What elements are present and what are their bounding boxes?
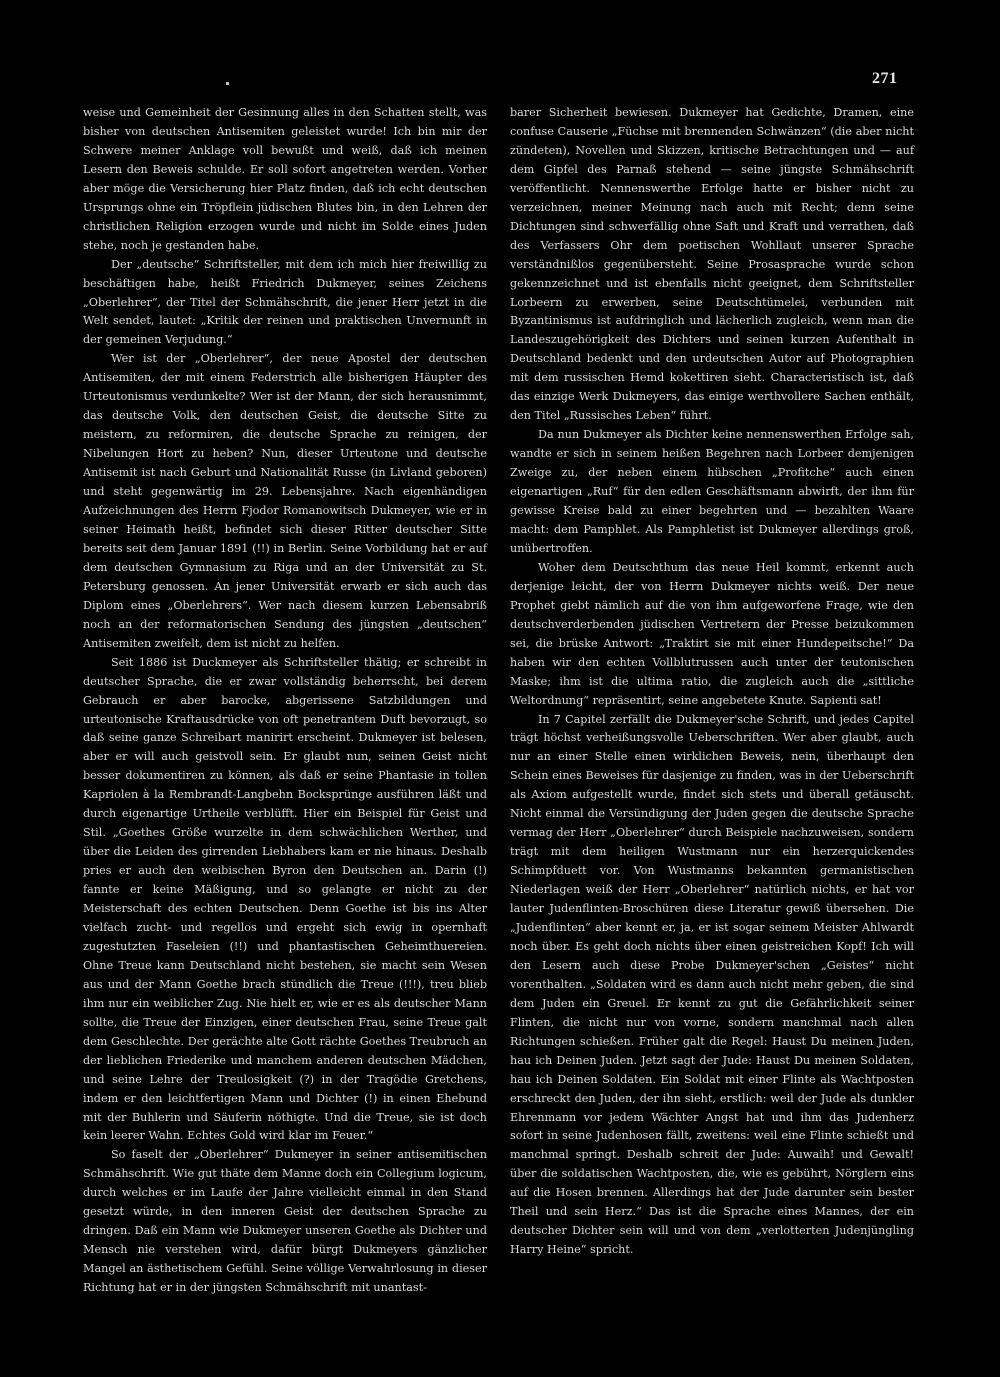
paragraph: Der „deutsche“ Schriftsteller, mit dem ich mich hier freiwillig zu beschäftigen habe, heißt Friedrich Dukmeyer, seines Zeichens „Oberlehrer“, der Titel der Schmähschrift, die jener Herr jetzt in die Welt sendet, lautet: „Kritik der reinen und praktischen Unvernunft in der gemeinen Verjudung.“ — [83, 257, 487, 347]
right-column — [510, 104, 914, 1260]
paragraph: Wer ist der „Oberlehrer“, der neue Apostel der deutschen Antisemiten, der mit einem Federstrich alle bisherigen Häupter des Urteutonismus verdunkelte? Wer ist der Mann, der sich herausnimmt, das deutsche Volk, den deutschen Geist, die deutsche Sitte zu meistern, zu reformiren, die deutsche Sprache zu reinigen, der Nibelungen Hort zu heben? Nun, dieser Urteutone und deutsche Antisemit ist nach Geburt und Nationalität Russe (in Livland geboren) und steht gegenwärtig im 29. Lebensjahre. Nach eigenhändigen Aufzeichnungen des Herrn Fjodor Romanowitsch Dukmeyer, wie er in seiner Heimath heißt, befindet sich dieser Ritter deutscher Sitte bereits seit dem Januar 1891 (!!) in Berlin. Seine Vorbildung hat er auf dem deutschen Gymnasium zu Riga und an der Universität zu St. Petersburg genossen. An jener Universität erwarb er sich auch das Diplom eines „Oberlehrers“. Wer nach diesem kurzen Lebensabriß noch an der reformatorischen Sendung des jüngsten „deutschen“ Antisemiten zweifelt, dem ist nicht zu helfen. — [83, 352, 487, 650]
paragraph: Da nun Dukmeyer als Dichter keine nennenswerthen Erfolge sah, wandte er sich in seinem heißen Begehren nach Lorbeer demjenigen Zweige zu, der neben einem hübschen „Profitche“ auch einen eigenartigen „Ruf“ für den edlen Geschäftsmann abwirft, der ihm für gewisse Kreise bald zu einer begehrten und — bezahlten Waare macht: dem Pamphlet. Als Pamphletist ist Dukmeyer allerdings groß, unübertroffen. — [510, 428, 914, 555]
paragraph: Woher dem Deutschthum das neue Heil kommt, erkennt auch derjenige leicht, der von Herrn Dukmeyer nichts weiß. Der neue Prophet giebt nämlich auf die von ihm aufgeworfene Frage, wie den deutschverderbenden jüdischen Vertretern der Presse beizukommen sei, die brüske Antwort: „Traktirt sie mit einer Hundepeitsche!“ Da haben wir den echten Vollblutrussen auch unter der teutonischen Maske; ihm ist die ultima ratio, die zugleich auch die „sittliche Weltordnung“ repräsentirt, seine angebetete Knute. Sapienti sat! — [510, 560, 914, 707]
paragraph: weise und Gemeinheit der Gesinnung alles in den Schatten stellt, was bisher von deutschen Antisemiten geleistet wurde! Ich bin mir der Schwere meiner Anklage voll bewußt und weiß, daß ich meinen Lesern den Beweis schulde. Er soll sofort angetreten werden. Vorher aber möge die Versicherung hier Platz finden, daß ich echt deutschen Ursprungs ohne ein Tröpflein jüdischen Blutes bin, in den Lehren der christlichen Religion erzogen wurde und nicht im Solde eines Juden stehe, noch je gestanden habe. — [83, 106, 487, 252]
paragraph: Seit 1886 ist Duckmeyer als Schriftsteller thätig; er schreibt in deutscher Sprache, die er zwar vollständig beherrscht, bei derem Gebrauch er aber barocke, abgerissene Satzbildungen und urteutonische Kraftausdrücke von oft penetrantem Duft bevorzugt, so daß seine ganze Schreibart manirirt erscheint. Dukmeyer ist belesen, aber er will auch geistvoll sein. Er glaubt nun, seinen Geist nicht besser dokumentiren zu können, als daß er seine Phantasie in tollen Kapriolen à la Rembrandt-Langbehn Bocksprünge ausführen läßt und durch eigenartige Urtheile verblüfft. Hier ein Beispiel für Geist und Stil. „Goethes Größe wurzelte in dem schwächlichen Werther, und über die Leiden des girrenden Liebhabers kam er nie hinaus. Deshalb pries er auch den weibischen Byron den Deutschen an. Darin (!) fannte er keine Mäßigung, und so gelangte er nicht zu der Meisterschaft des echten Deutschen. Denn Goethe ist bis ins Alter vielfach zucht- und regellos und ergeht sich ewig in opernhaft zugestutzten Faseleien (!!) und phantastischen Geheimthuereien. Ohne Treue kann Deutschland nicht bestehen, sie macht sein Wesen aus und der Mann Goethe brach stündlich die Treue (!!!), treu blieb ihm nur ein weiblicher Zug. Nie hielt er, wie er es als deutscher Mann sollte, die Treue der Einzigen, einer deutschen Frau, seine Treue galt dem Geschlechte. Der gerächte alte Gott rächte Goethes Treubruch an der lieblichen Friederike und manchem anderen deutschen Mädchen, und seine Lehre der Treulosigkeit (?) in der Tragödie Gretchens, indem er den leichtfertigen Mann und Dichter (!) in einen Ehebund mit der Buhlerin und Säuferin nöthigte. Und die Treue, sie ist doch kein leerer Wahn. Echtes Gold wird klar im Feuer.“ — [83, 655, 487, 1143]
left-column — [83, 104, 487, 1298]
paragraph: So faselt der „Oberlehrer“ Dukmeyer in seiner antisemitischen Schmähschrift. Wie gut thäte dem Manne doch ein Collegium logicum, durch welches er im Laufe der Jahre vielleicht einmal in den Stand gesetzt würde, in den inneren Geist der deutschen Sprache zu dringen. Daß ein Mann wie Dukmeyer unseren Goethe als Dichter und Mensch nie verstehen wird, dafür bürgt Dukmeyers gänzlicher Mangel an ästhetischem Gefühl. Seine völlige Verwahrlosung in dieser Richtung hat er in der jüngsten Schmähschrift mit unantast- — [83, 1148, 487, 1295]
paragraph: barer Sicherheit bewiesen. Dukmeyer hat Gedichte, Dramen, eine confuse Causerie „Füchse mit brennenden Schwänzen“ (die aber nicht zündeten), Novellen und Skizzen, kritische Betrachtungen und — auf dem Gipfel des Parnaß stehend — seine jüngste Schmähschrift veröffentlicht. Nennenswerthe Erfolge hatte er bisher nicht zu verzeichnen, meiner Meinung nach auch mit Recht; denn seine Dichtungen sind schwerfällig ohne Saft und Kraft und verrathen, daß des Verfassers Ohr dem poetischen Wohllaut unserer Sprache verständnißlos gegenübersteht. Seine Prosasprache wurde schon gekennzeichnet und ist ebenfalls nicht geeignet, dem Schriftsteller Lorbeern zu erwerben, seine Deutschtümelei, verbunden mit Byzantinismus ist aufdringlich und lächerlich zugleich, wenn man die Landeszugehörigkeit des Dichters und seinen kurzen Aufenthalt in Deutschland bedenkt und den urdeutschen Autor auf Photographien mit dem russischen Hemd kokettiren sieht. Characteristisch ist, daß das einzige Werk Dukmeyers, das einige werthvollere Sachen enthält, den Titel „Russisches Leben“ führt. — [510, 106, 914, 423]
print-speck — [226, 82, 229, 85]
page-number: 271 — [872, 70, 898, 87]
paragraph: In 7 Capitel zerfällt die Dukmeyer'sche Schrift, und jedes Capitel trägt höchst verheißungsvolle Ueberschriften. Wer aber glaubt, auch nur an einer Stelle einen wirklichen Beweis, nein, überhaupt den Schein eines Beweises für dasjenige zu finden, was in der Ueberschrift als Axiom aufgestellt wurde, findet sich stets und überall getäuscht. Nicht einmal die Versündigung der Juden gegen die deutsche Sprache vermag der Herr „Oberlehrer“ durch Beispiele nachzuweisen, sondern trägt mit dem heiligen Wustmann nur ein herzerquickendes Schimpfduett vor. Von Wustmanns bekannten germanistischen Niederlagen weiß der Herr „Oberlehrer“ natürlich nichts, er hat vor lauter Judenflinten-Broschüren diese Literatur gewiß übersehen. Die „Judenflinten“ aber kennt er, ja, er ist sogar seinem Meister Ahlwardt noch über. Es geht doch nichts über einen geistreichen Kopf! Ich will den Lesern auch diese Probe Dukmeyer'schen „Geistes“ nicht vorenthalten. „Soldaten wird es dann auch nicht mehr geben, die sind dem Juden ein Greuel. Er kennt zu gut die Gefährlichkeit seiner Flinten, die nicht nur von vorne, sondern manchmal nach allen Richtungen schießen. Früher galt die Regel: Haust Du meinen Juden, hau ich Deinen Juden. Jetzt sagt der Jude: Haust Du meinen Soldaten, hau ich Deinen Soldaten. Ein Soldat mit einer Flinte als Wachtposten erschreckt den Juden, der ihn sieht, erstlich: weil der Jude als dunkler Ehrenmann vor jedem Wächter Angst hat und ihm das Judenherz sofort in seine Judenhosen fällt, zweitens: weil eine Flinte schießt und manchmal springt. Deshalb schreit der Jude: Auwaih! und Gewalt! über die soldatischen Wachtposten, die, wie es gebührt, Nörglern eins auf die Hosen brennen. Allerdings hat der Jude darunter sein bester Theil und sein Herz.“ Das ist die Sprache eines Mannes, der ein deutscher Dichter sein will und von dem „verlotterten Judenjüngling Harry Heine“ spricht. — [510, 712, 914, 1257]
